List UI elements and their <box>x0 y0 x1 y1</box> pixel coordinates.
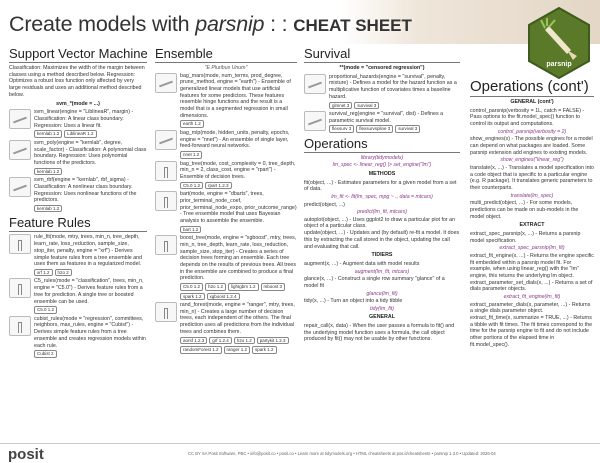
boost-tree-icon <box>155 235 177 255</box>
opsc-extract-spec-code: extract_spec_parsnip(lm_fit) <box>499 245 565 252</box>
ops-glance: glance(x, ...) - Construct a single row summary "glance" of a model fit <box>304 276 445 289</box>
proportional-hazards-icon <box>304 74 326 94</box>
svm-poly-icon <box>9 140 31 160</box>
svm-mode: svm_*(mode = ...) <box>56 100 100 107</box>
svm-rbf-item: svm_rbf(engine = "kernlab", rbf_sigma) - Classification: A nonlinear class boundary. Regression: Uses nonlinear functions of the predictors. kernlab 1.2 <box>9 177 147 212</box>
svm-linear-item: svm_linear(engine = "LiblineaR", margin) - Classification: A linear class boundary. Regression: Uses a linear fit. kernlab 1.2 LiblineaR 1.2 <box>9 109 147 138</box>
ops-predict: predict(object, ...) <box>304 201 345 208</box>
engine-badge: nnet 1.2 <box>180 151 202 159</box>
rand-forest-item: rand_forest(mode, engine = "ranger", mtry, trees, min_n) - Creates a large number of decision trees, each independent of the others. The final prediction uses all predictions from the individual trees and combines them. aorsf 1.2.3 grf 1.2.4 h2o 1.2 partykit 1.2.3 randomForest 1.2 ranger 1.2 spark 1.2 <box>155 302 297 354</box>
cubist-rules-item: cubist_rules(mode = "regression", committees, neighbors, max_rules, engine = "Cubist") - Derives simple feature rules from a tree ensemble and creates regression models within each rule. Cubist 2 <box>9 316 147 358</box>
engine-badge: survival 3 <box>354 102 379 110</box>
engine-badge: h2o 1.2 <box>205 283 226 291</box>
svm-poly-item: svm_poly(engine = "kernlab", degree, scale_factor) - Classification: A polynomial class boundary. Regression: Uses polynomial functions of the predictors. kernlab 1.2 <box>9 140 147 175</box>
svm-linear-icon <box>9 109 31 129</box>
bart-item: bart(mode, engine = "dbarts", trees, prior_terminal_node_coef, prior_terminal_node_expo, prior_outcome_range) - Tree ensemble model that uses Bayesian analysis to assemble the ensemble. bart 1.2 <box>155 191 297 233</box>
proportional-hazards-item: proportional_hazards(engine = "survival", penalty, mixture) - Defines a model for the hazard function as a multiplicative function of covariates times a baseline hazard. glmnet 3 survival 3 <box>304 74 460 109</box>
engine-badge: spark 1.2 <box>252 346 277 354</box>
section-title-operations-cont: Operations (cont') <box>470 78 594 97</box>
survival-reg-item: survival_reg(engine = "survival", dist) - Defines a parametric survival model. flexsurv 3 flexsurvspline 3 survival 3 <box>304 111 460 133</box>
section-title-ensemble: Ensemble <box>155 46 297 63</box>
engine-badge: mboost 3 <box>261 283 286 291</box>
bag-tree-item: bag_tree(mode, cost_complexity = 0, tree_depth, min_n = 2, class_cost, engine = "rpart") - Ensemble of decision trees. C5.0 1.2 rpart 1.2.3 <box>155 161 297 190</box>
ops-library-code: library(tidymodels) <box>360 154 404 161</box>
column-svm-feature <box>9 46 147 360</box>
bart-icon <box>155 191 177 211</box>
section-title-feature-rules: Feature Rules <box>9 215 147 232</box>
rule-fit-icon <box>9 234 31 254</box>
column-ensemble <box>155 46 297 356</box>
opsc-extract-parameter-dials: extract_parameter_dials(x, parameter, ...) - Returns a single dials parameter object. <box>470 301 591 315</box>
ops-repair-call: repair_call(x, data) - When the user passes a formula to fit() and the underlying model function uses a formula, the call object produced by fit() may not be usable by other functions. <box>304 322 455 343</box>
ops-tidy: tidy(x, ...) - Turn an object into a tidy tibble <box>304 298 403 305</box>
survival-reg-icon <box>304 111 326 131</box>
ops-fit-code: lm_fit <- fit(lm_spec, mpg ~ ., data = mtcars) <box>331 194 433 201</box>
ops-fit: fit(object, ...) - Estimates parameters for a given model from a set of data. <box>304 179 457 193</box>
ops-augment-code: augment(lm_fit, mtcars) <box>354 268 410 275</box>
ops-general-heading: GENERAL <box>369 314 395 321</box>
survival-mode: **(mode = "censored regression") <box>339 65 425 71</box>
opsc-show-engines: show_engines(x) - The possible engines for a model can depend on what packages are loaded. Some parsnip extension add engines to existing models. <box>470 136 593 156</box>
bag-mars-icon <box>155 73 177 93</box>
opsc-general-heading: GENERAL (cont') <box>510 99 554 105</box>
engine-badge: lightgbm 1.2 <box>228 283 259 291</box>
ops-augment: augment(x, ...) - Augment data with model results <box>304 260 420 267</box>
cubist-rules-icon <box>9 316 31 336</box>
svm-intro: Classification: Maximizes the width of the margin between classes using a method described below. Regression: Optimizes a robust loss function only affected by very large residuals and uses an additional method described below. <box>9 65 145 98</box>
ops-autoplot: autoplot(object, ...) - Uses ggplot2 to draw a particular plot for an object of a particular class. <box>304 216 456 230</box>
engine-badge: survival 3 <box>395 125 420 133</box>
bag-tree-icon <box>155 161 177 181</box>
ops-tidiers-heading: TIDIERS <box>371 252 393 259</box>
ops-spec-code: lm_spec <- linear_reg() |> set_engine("lm") <box>332 162 432 169</box>
svm-rbf-icon <box>9 177 31 197</box>
engine-badge: xgboost 1.2.4 <box>207 293 240 301</box>
ops-update: update(object, ...) - Updates and (by default) re-fit a model. It does this by extracting the call stored in the object, updating the call and evaluating that call. <box>304 230 460 250</box>
ensemble-quote: "E Pluribus Unum" <box>204 65 248 71</box>
engine-badge: earth 1.2 <box>180 120 204 128</box>
opsc-extract-fit-code: extract_fit_engine(lm_fit) <box>503 294 561 301</box>
engine-badge: xrf 1.2 <box>34 269 53 277</box>
engine-badge: spark 1.2 <box>180 293 205 301</box>
footer-text: CC BY SA Posit Software, PBC • info@posit.co • posit.co • Learn more at tidymodels.org • HTML cheatsheets at pos.it/cheatsheets • parsnip 1.3.0 • Updated: 2026-04 <box>188 451 496 456</box>
engine-badge: ranger 1.2 <box>224 346 251 354</box>
engine-badge: partykit 1.2.3 <box>257 337 289 345</box>
bag-mars-item: bag_mars(mode, num_terms, prod_degree, prune_method, engine = "earth") - Ensemble of generalized linear models that use artificial features for some predictors. These features resemble hinge functions and the result is a model that is a segmented regression in small dimensions. earth 1.2 <box>155 73 297 128</box>
posit-logo: posit <box>8 446 44 463</box>
engine-badge: C5.0 1.2 <box>180 283 203 291</box>
opsc-extract-fit-time: extract_fit_time(x, summarize = TRUE, ...) - Returns a tibble with fit times. The fit times correspond to the time for the parsnip engine to fit and do not include other portions of the elapsed time in fit.model_spec(). <box>470 315 593 348</box>
section-title-survival: Survival <box>304 46 460 63</box>
engine-badge: kernlab 1.2 <box>34 205 62 213</box>
bag-mlp-icon <box>155 130 177 150</box>
engine-badge: randomForest 1.2 <box>180 346 222 354</box>
c5-rules-item: C5_rules(mode = "classification", trees, min_n, engine = "C5.0") - Derives feature rules from a tree for prediction. A single tree or boosted ensemble can be used. C5.0 1.2 <box>9 278 147 313</box>
engine-badge: C5.0 1.2 <box>34 306 57 314</box>
column-operations-cont <box>470 78 594 349</box>
hex-label: parsnip <box>546 61 572 68</box>
ops-methods-heading: METHODS <box>368 170 396 177</box>
engine-badge: kernlab 1.2 <box>34 130 62 138</box>
opsc-translate: translate(x, ...) - Translates a model specification into a code object that is specific to a particular engine (e.g. R package). It translates generic parameters to their counterparts. <box>470 164 594 192</box>
footer <box>0 443 600 463</box>
section-title-operations: Operations <box>304 136 460 153</box>
engine-badge: rpart 1.2.3 <box>205 182 232 190</box>
ops-tidy-code: tidy(lm_fit) <box>370 305 394 312</box>
engine-badge: bart 1.2 <box>180 226 201 234</box>
engine-badge: Cubist 2 <box>34 350 57 358</box>
rule-fit-item: rule_fit(mode, mtry, trees, min_n, tree_depth, learn_rate, loss_reduction, sample_size, stop_iter, penalty, engine = "xrf") - Derives simple feature rules from a tree ensemble and uses them as features in a regularized model. xrf 1.2 h2o 2 <box>9 234 147 276</box>
boost-tree-item: boost_tree(mode, engine = "xgboost", mtry, trees, min_n, tree_depth, learn_rate, loss_reduction, sample_size, stop_iter) - Creates a series of decision trees forming an ensemble. Each tree depends on the results of previous trees. All trees in the ensemble are combined to produce a final prediction. C5.0 1.2 h2o 1.2 lightgbm 1.2 mboost 3 spark 1.2 xgboost 1.2.4 <box>155 235 297 300</box>
c5-rules-icon <box>9 278 31 298</box>
opsc-translate-code: translate(lm_spec) <box>510 192 554 199</box>
page-title: Create models with parsnip : : CHEAT SHEET <box>9 12 412 36</box>
section-title-svm: Support Vector Machine <box>9 46 148 61</box>
parsnip-hex-icon <box>527 6 591 80</box>
engine-badge: flexsurv 3 <box>329 125 354 133</box>
opsc-extract-heading: EXTRACT <box>519 222 545 229</box>
engine-badge: LiblineaR 1.2 <box>64 130 96 138</box>
engine-badge: C5.0 1.2 <box>180 182 203 190</box>
opsc-multi-predict: multi_predict(object, ...) - For some models, predictions can be made on sub-models in the model object. <box>470 200 579 220</box>
rand-forest-icon <box>155 302 177 322</box>
engine-badge: aorsf 1.2.3 <box>180 337 207 345</box>
opsc-extract-spec: extract_spec_parsnip(x, ...) - Returns a parsnip model specification. <box>470 231 581 244</box>
ops-predict-code: predict(lm_fit, mtcars) <box>357 209 407 216</box>
engine-badge: kernlab 1.2 <box>34 168 62 176</box>
column-survival-operations <box>304 46 460 343</box>
opsc-control: control_parsnip(verbosity = 1L, catch = FALSE) - Pass options to the fit.model_spec() function to control its output and computations. <box>470 107 585 128</box>
engine-badge: grf 1.2.4 <box>209 337 232 345</box>
ops-glance-code: glance(lm_fit) <box>366 290 398 297</box>
bag-mlp-item: bag_mlp(mode, hidden_units, penalty, epochs, engine = "nnet") - An ensemble of single layer, feed-forward neural networks. nnet 1.2 <box>155 130 297 159</box>
opsc-extract-parameter-set: extract_parameter_set_dials(x, ...) - Returns a set of dials parameter objects. <box>470 279 593 293</box>
opsc-control-code: control_parsnip(verbosity = 2) <box>497 128 567 135</box>
engine-badge: h2o 1.2 <box>234 337 255 345</box>
engine-badge: flexsurvspline 3 <box>356 125 393 133</box>
engine-badge: glmnet 3 <box>329 102 352 110</box>
parsnip-hex-logo <box>527 6 591 80</box>
opsc-show-code: show_engines("linear_reg") <box>500 157 564 164</box>
opsc-extract-fit-engine: extract_fit_engine(x, ...) - Returns the engine specific fit embedded within a parsnip model fit. For example, when using linear_reg() with the "lm" engine, this returns the underlying lm object. <box>470 252 594 280</box>
engine-badge: h2o 2 <box>55 269 72 277</box>
